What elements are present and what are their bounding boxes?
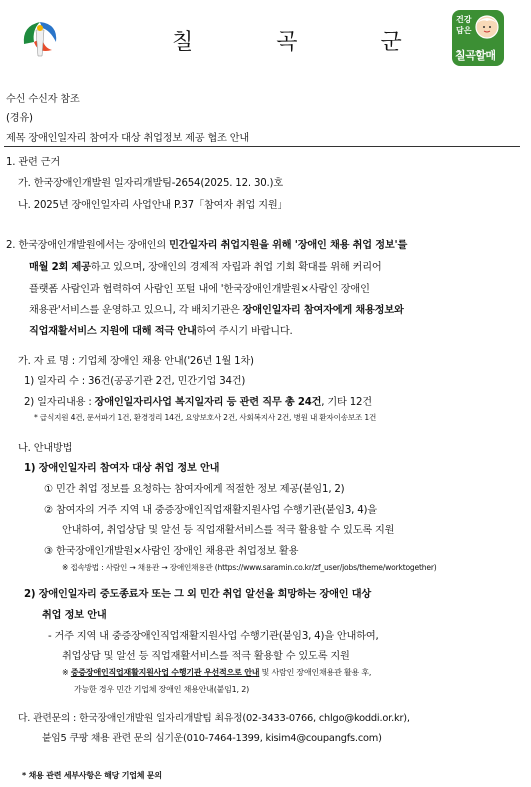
sec2-l4a: 채용관'서비스를 운영하고 있으니, 각 배치기관은: [29, 305, 243, 316]
ga-head: 가. 자 료 명 : 기업체 장애인 채용 안내('26년 1월 1차): [18, 356, 254, 367]
recipient: 수신 수신자 참조: [6, 94, 80, 105]
na-sub1: 1) 장애인일자리 참여자 대상 취업 정보 안내: [24, 463, 220, 474]
sec1-head: 1. 관련 근거: [6, 157, 60, 168]
footer-note: * 채용 관련 세부사항은 해당 기업체 문의: [22, 771, 162, 780]
na-c2b: 안내하여, 취업상담 및 알선 등 직업재활서비스를 적극 활용할 수 있도록 지원: [62, 525, 395, 536]
na-sub2a: 2) 장애인일자리 중도종료자 또는 그 외 민간 취업 알선을 희망하는 장애인 대상: [24, 589, 372, 600]
via: (경유): [6, 113, 33, 124]
sec2-line1: [6, 236, 407, 251]
sec2-l1b: 민간일자리 취업지원을 위해 '장애인 채용 취업 정보'를: [169, 240, 408, 251]
na-n1: [62, 667, 371, 678]
page-title: 칠 곡 군: [172, 30, 440, 55]
sec2-l4b: 장애인일자리 참여자에게 채용정보와: [242, 305, 404, 316]
sec2-line4: [29, 301, 404, 316]
sec2-line3: 플랫폼 사람인과 협력하여 사람인 포털 내에 '한국장애인개발원×사람인 장애인: [29, 284, 370, 295]
sec2-l2a: 매월 2회 제공: [29, 262, 91, 273]
ga-i2a: 2) 일자리내용 :: [24, 397, 95, 408]
na-c3-note: ※ 접속방법 : 사람인 → 채용관 → 장애인채용관 (https://www.saramin.co.kr/zf_user/jobs/theme/worktogether): [62, 563, 437, 572]
na-d1: - 거주 지역 내 중증장애인직업재활지원사업 수행기관(붙임3, 4)을 안내하여,: [48, 631, 379, 642]
chilgok-halmae-badge: [451, 9, 505, 67]
ga-item2: [24, 393, 372, 408]
ga-note: * 급식지원 4건, 문서파기 1건, 환경정리 14건, 요양보호사 2건, 사회복지사 2건, 병원 내 환자이송보조 1건: [34, 413, 377, 422]
sec2-line5: [29, 322, 293, 337]
badge-name: 칠곡할매: [455, 49, 496, 62]
na-head: 나. 안내방법: [18, 443, 73, 454]
na-c2a: ② 참여자의 거주 지역 내 중증장애인직업재활지원사업 수행기관(붙임3, 4)을: [44, 505, 377, 516]
da-line1: 다. 관련문의 : 한국장애인개발원 일자리개발팀 최유정(02-3433-0766, chlgo@koddi.or.kr),: [18, 713, 410, 724]
sec2-l5b: 하여 주시기 바랍니다.: [196, 326, 293, 337]
badge-line2: 담은: [456, 26, 472, 35]
da-line2: 붙임5 쿠팡 채용 관련 문의 심기운(010-7464-1399, kisim4@coupangfs.com): [42, 733, 382, 744]
na-n2: 가능한 경우 민간 기업체 장애인 채용안내(붙임1, 2): [74, 685, 250, 694]
na-d2: 취업상담 및 알선 등 직업재활서비스를 적극 활용할 수 있도록 지원: [62, 651, 350, 662]
sec2-l5a: 직업재활서비스 지원에 대해 적극 안내: [29, 326, 197, 337]
divider: [4, 146, 520, 147]
sec1-b: 나. 2025년 장애인일자리 사업안내 P.37「참여자 취업 지원」: [18, 200, 288, 211]
na-c1: ① 민간 취업 정보를 요청하는 참여자에게 적절한 정보 제공(붙임1, 2): [44, 484, 345, 495]
na-sub2b: 취업 정보 안내: [42, 610, 107, 621]
ga-i2b: 장애인일자리사업 복지일자리 등 관련 직무 총 24건: [94, 397, 322, 408]
badge-line1: 건강: [456, 15, 472, 24]
sec1-a: 가. 한국장애인개발원 일자리개발팀-2654(2025. 12. 30.)호: [18, 178, 283, 189]
na-n1a: ※: [62, 668, 71, 677]
ga-item1: 1) 일자리 수 : 36건(공공기관 2건, 민간기업 34건): [24, 376, 246, 387]
subject: 제목 장애인일자리 참여자 대상 취업정보 제공 협조 안내: [6, 133, 250, 144]
county-logo: [18, 16, 62, 60]
sec2-l1a: 2. 한국장애인개발원에서는 장애인의: [6, 240, 170, 251]
na-n1c: 및 사람인 장애인채용관 활용 후,: [259, 668, 372, 677]
sec2-line2: [29, 258, 382, 273]
ga-i2c: , 기타 12건: [321, 397, 372, 408]
na-c3: ③ 한국장애인개발원×사람인 장애인 채용관 취업정보 활용: [44, 546, 299, 557]
na-n1b: 중증장애인직업재활지원사업 수행기관 우선적으로 안내: [70, 668, 260, 677]
sec2-l2b: 하고 있으며, 장애인의 경제적 자립과 취업 기회 확대를 위해 커리어: [90, 262, 382, 273]
